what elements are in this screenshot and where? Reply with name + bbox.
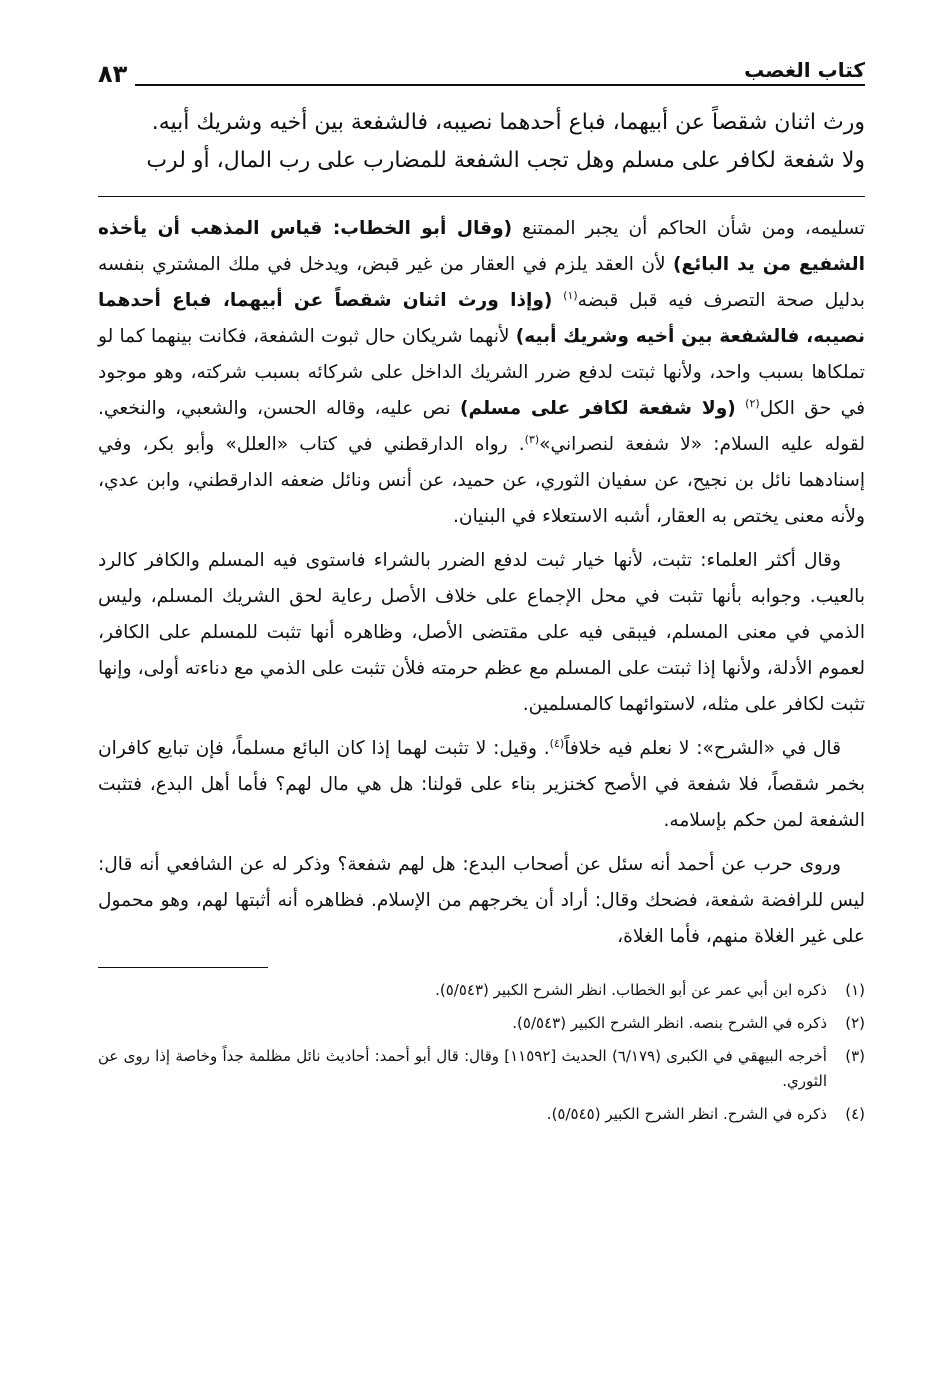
footnote-text: ذكره ابن أبي عمر عن أبو الخطاب. انظر الشرح الكبير (٥/٥٤٣). <box>435 981 827 999</box>
footnote <box>98 978 865 1003</box>
commentary-divider <box>98 196 865 197</box>
footnote <box>98 1102 865 1127</box>
footnote-text: ذكره في الشرح بنصه. انظر الشرح الكبير (٥/٥٤٣). <box>512 1014 827 1032</box>
footnote-number: (٤) <box>845 1105 865 1123</box>
commentary-text: قال في «الشرح»: لا نعلم فيه خلافاً <box>564 738 841 759</box>
page-number: ٨٣ <box>98 62 135 88</box>
main-text <box>98 104 865 180</box>
commentary-text: نص عليه، وقاله الحسن، والشعبي، والنخعي. لقوله عليه السلام: «لا شفعة لنصراني» <box>98 398 865 455</box>
commentary-text: تسليمه، ومن شأن الحاكم أن يجبر الممتنع <box>522 218 865 239</box>
commentary-text: . وقيل: لا تثبت لهما إذا كان البائع مسلماً، فإن تبايع كافران بخمر شقصاً، فلا شفعة في الأصح كخنزير بناء على قولنا: هل هي مال لهم؟ فأما أهل البدع، فتثبت الشفعة لمن حكم بإسلامه. <box>98 738 865 831</box>
commentary-paragraph: وقال أكثر العلماء: تثبت، لأنها خيار ثبت لدفع الضرر بالشراء فاستوى فيه المسلم والكافر كالرد بالعيب. وجوابه بأنها تثبت في محل الإجماع على خلاف الأصل رعاية لحق الشريك المسلم، وليس الذمي في معنى المسلم، فيبقى فيه على مقتضى الأصل، وظاهره أنها تثبت للمسلم على الكافر، لعموم الأدلة، ولأنها إذا ثبتت على المسلم مع عظم حرمته فلأن تثبت على الذمي مع دناءته أولى، وإنها تثبت لكافر على مثله، لاستوائهما كالمسلمين. <box>98 550 865 715</box>
chapter-title: كتاب الغصب <box>736 58 865 84</box>
quoted-matn: (ولا شفعة لكافر على مسلم) <box>460 398 736 419</box>
footnote-text: أخرجه البيهقي في الكبرى (٦/١٧٩) الحديث [١١٥٩٢] وقال: قال أبو أحمد: أحاديث نائل مظلمة جداً وخاصة إذا روى عن الثوري. <box>98 1047 827 1090</box>
main-text-line: ورث اثنان شقصاً عن أبيهما، فباع أحدهما نصيبه، فالشفعة بين أخيه وشريك أبيه. <box>151 110 865 135</box>
commentary-paragraph <box>98 211 865 535</box>
commentary-text: لأن العقد يلزم في العقار من غير قبض، ويدخل في ملك المشتري بنفسه بدليل صحة التصرف فيه قبل قبضه <box>98 254 865 311</box>
footnote-text: ذكره في الشرح. انظر الشرح الكبير (٥/٥٤٥). <box>546 1105 827 1123</box>
commentary-paragraph: وروى حرب عن أحمد أنه سئل عن أصحاب البدع: هل لهم شفعة؟ وذكر له عن الشافعي أنه قال: ليس للرافضة شفعة، فضحك وقال: أراد أن يخرجهم من الإسلام. فظاهره أنه أثبتها لهم، وهو محمول على غير الغلاة منهم، فأما الغلاة، <box>98 854 865 947</box>
footnote-divider <box>98 967 268 968</box>
commentary-paragraph <box>98 731 865 839</box>
footnote-ref[interactable]: (٢) <box>745 396 760 410</box>
footnote-ref[interactable]: (١) <box>563 288 578 302</box>
book-page <box>98 54 865 1135</box>
commentary-text: لأنهما شريكان حال ثبوت الشفعة، فكانت بينهما كما لو تملكاها بسبب واحد، ولأنها ثبتت لدفع ضرر الشريك الداخل على شركائه بسبب شركته، وهو موجود في حق الكل <box>98 326 865 419</box>
footnote <box>98 1011 865 1036</box>
footnote <box>98 1044 865 1094</box>
commentary <box>98 211 865 955</box>
page-header <box>98 54 865 86</box>
footnote-number: (١) <box>845 981 865 999</box>
main-text-line: ولا شفعة لكافر على مسلم وهل تجب الشفعة للمضارب على رب المال، أو لرب <box>146 148 865 173</box>
footnote-ref[interactable]: (٤) <box>549 736 565 750</box>
quoted-matn: (وإذا ورث اثنان شقصاً عن أبيهما، فباع أحدهما نصيبه، فالشفعة بين أخيه وشريك أبيه) <box>98 290 865 347</box>
footnote-ref[interactable]: (٣) <box>524 432 540 446</box>
footnote-number: (٣) <box>845 1047 865 1065</box>
footnotes <box>98 978 865 1127</box>
quoted-matn: (وقال أبو الخطاب: قياس المذهب أن يأخذه الشفيع من يد البائع) <box>98 218 865 275</box>
commentary-text: . رواه الدارقطني في كتاب «العلل» وأبو بكر، وفي إسنادهما نائل بن نجيح، عن سفيان الثوري، عن حميد، عن أنس ونائل ضعفه الدارقطني، وابن عدي، ولأنه معنى يختص به العقار، أشبه الاستعلاء في البنيان. <box>98 434 865 527</box>
footnote-number: (٢) <box>845 1014 865 1032</box>
